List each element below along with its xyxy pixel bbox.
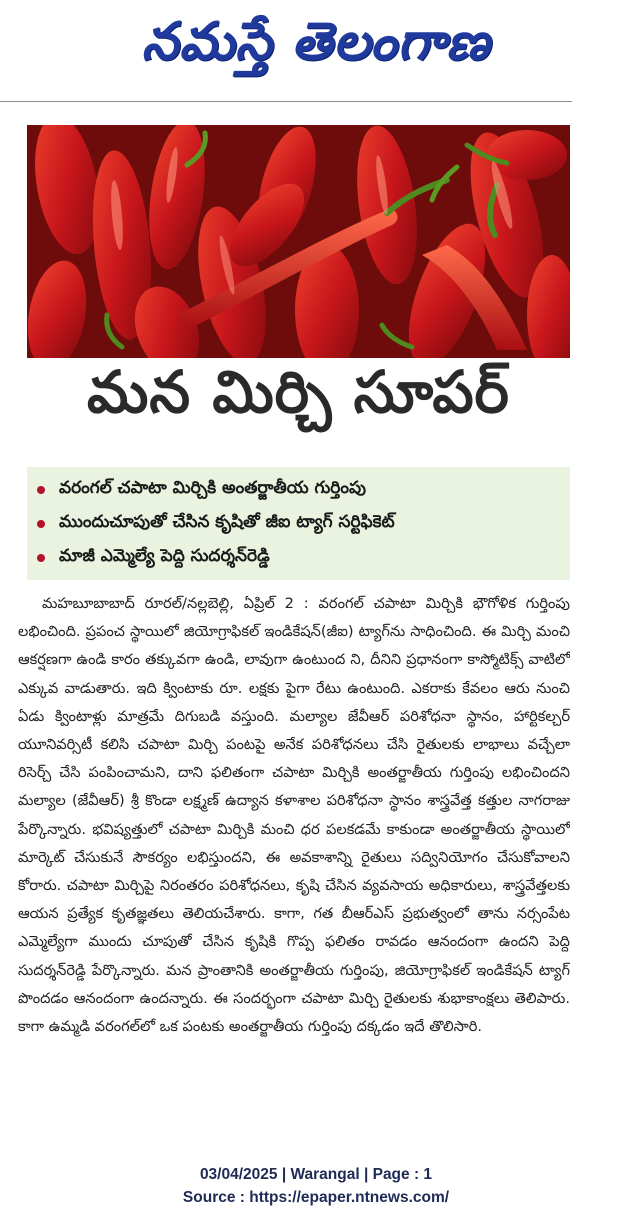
masthead-divider — [0, 101, 572, 102]
article-headline — [27, 357, 570, 435]
highlight-text: వరంగల్ చపాటా మిర్చికి అంతర్జాతీయ గుర్తింపు — [59, 478, 366, 498]
highlight-item — [37, 473, 562, 507]
bullet-dot-icon — [37, 486, 45, 494]
bullet-dot-icon — [37, 554, 45, 562]
headline-text: మన మిర్చి సూపర్ — [87, 357, 510, 426]
highlight-item — [37, 507, 562, 541]
masthead — [0, 0, 632, 96]
bullet-dot-icon — [37, 520, 45, 528]
highlight-text: మాజీ ఎమ్మెల్యే పెద్ది సుదర్శన్‌రెడ్డి — [59, 546, 270, 566]
highlight-item — [37, 541, 562, 575]
source-link[interactable]: Source : https://epaper.ntnews.com/ — [182, 1189, 450, 1206]
edition-info: 03/04/2025 | Warangal | Page : 1 — [199, 1166, 433, 1183]
highlights-box — [27, 467, 570, 580]
page-footer — [0, 1163, 632, 1209]
newspaper-title: నమస్తే తెలంగాణ — [141, 11, 491, 72]
highlight-text: ముందుచూపుతో చేసిన కృషితో జీఐ ట్యాగ్ సర్టిఫికెట్ — [59, 512, 395, 532]
article-body: మహబూబాబాద్ రూరల్/నల్లబెల్లి, ఏప్రిల్ 2 : వరంగల్ చపాటా మిర్చికి భౌగోళిక గుర్తింపు లభించింది. ప్రపంచ స్థాయిలో జియోగ్రాఫికల్ ఇండికేషన్(జీఐ) ట్యాగ్‌ను సాధించింది. ఈ మిర్చి మంచి ఆకర్షణగా ఉండి కారం తక్కువగా ఉండి, లావుగా ఉంటుంద ని, దీనిని ప్రధానంగా కాస్మోటిక్స్ వాటిలో ఎక్కువ వాడుతారు. ఇది క్వింటాకు రూ. లక్షకు పైగా రేటు ఉంటుంది. ఎకరాకు కేవలం ఆరు నుంచి ఏడు క్వింటాళ్లు మాత్రమే దిగుబడి వస్తుంది. మల్యాల జేవీఆర్ పరిశోధనా స్థానం, హార్టికల్చర్ యూనివర్సిటీ కలిసి చపాటా మిర్చి పంటపై అనేక పరిశోధనలు చేసి రైతులకు లాభాలు వచ్చేలా రిసెర్చ్ చేసి పంపించామని, దాని ఫలితంగా చపాటా మిర్చికి అంతర్జాతీయ గుర్తింపు లభించిందని మల్యాల (జేవీఆర్) శ్రీ కొండా లక్ష్మణ్ ఉద్యాన కళాశాల పరిశోధనా స్థానం శాస్త్రవేత్త కత్తుల నాగరాజు పేర్కొన్నారు. భవిష్యత్తులో చపాటా మిర్చికి మంచి ధర పలకడమే కాకుండా అంతర్జాతీయ స్థాయిలో మార్కెట్ చేసుకునే సౌకర్యం లభిస్తుందని, ఈ అవకాశాన్ని రైతులు సద్వినియోగం చేసుకోవాలని కోరారు. చపాటా మిర్చిపై నిరంతరం పరిశోధనలు, కృషి చేసిన వ్యవసాయ అధికారులు, శాస్త్రవేత్తలకు ఆయన ప్రత్యేక కృతజ్ఞతలు తెలియచేశారు. కాగా, గత బీఆర్ఎస్ ప్రభుత్వంలో తాను నర్సంపేట ఎమ్మెల్యేగా ముందు చూపుతో చేసిన కృషికి గొప్ప ఫలితం రావడం ఆనందంగా ఉందని పెద్ది సుదర్శన్‌రెడ్డి పేర్కొన్నారు. మన ప్రాంతానికి అంతర్జాతీయ గుర్తింపు, జియోగ్రాఫికల్ ఇండికేషన్ ట్యాగ్ పొందడం ఆనందంగా ఉందన్నారు. ఈ సందర్భంగా చపాటా మిర్చి రైతులకు శుభాకాంక్షలు తెలిపారు. కాగా ఉమ్మడి వరంగల్‌లో ఒక పంటకు అంతర్జాతీయ గుర్తింపు దక్కడం ఇదే తొలిసారి. — [18, 595, 570, 1036]
red-chilies-photo — [27, 125, 570, 358]
